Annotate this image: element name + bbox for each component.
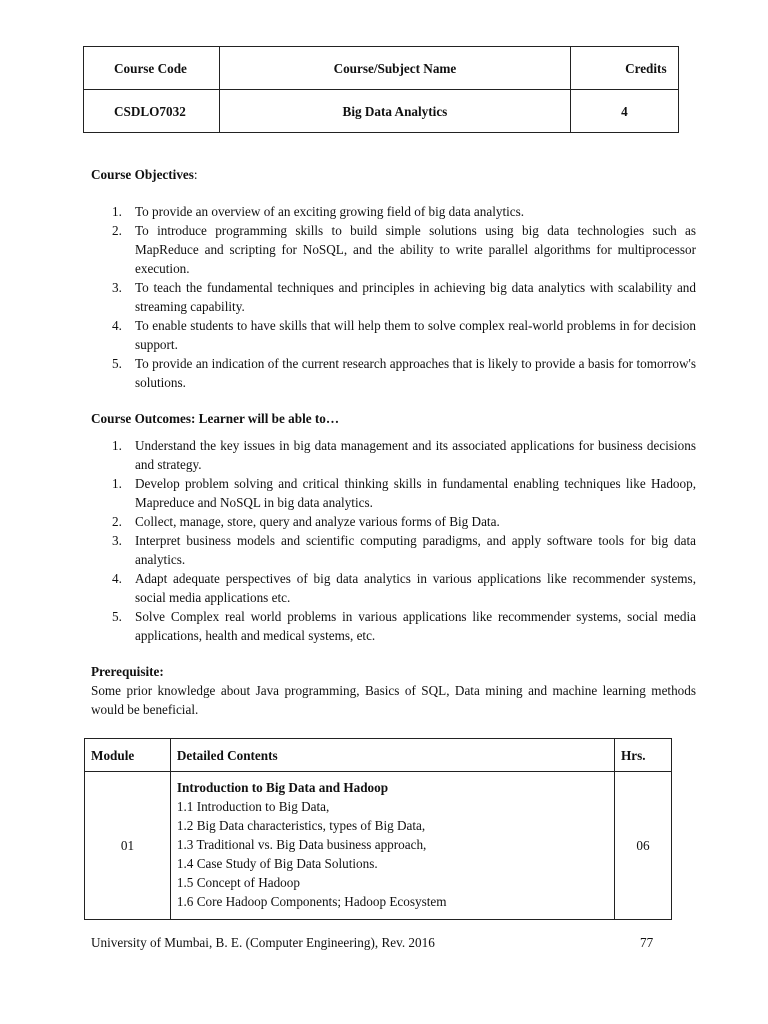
objective-item-text: To enable students to have skills that will help them to solve complex real-world problems in for decision support. [135,318,696,352]
course-table-header-row [84,47,679,90]
outcome-item-text: Collect, manage, store, query and analyze various forms of Big Data. [135,514,500,529]
module-topic: 1.3 Traditional vs. Big Data business approach, [176,837,427,852]
course-outcomes-list [91,436,696,645]
objective-item [91,221,696,278]
course-objectives-colon: : [193,167,198,182]
credits-header: Credits [571,47,679,90]
outcome-item [91,531,696,569]
course-objectives-list [91,202,696,392]
outcome-item-number: 1. [112,476,122,491]
outcome-item-number: 2. [112,514,122,529]
detailed-contents-header: Detailed Contents [170,739,614,772]
outcome-item-number: 4. [112,571,122,586]
prerequisite-heading: Prerequisite: [91,664,164,679]
objective-item-number: 1. [112,204,122,219]
course-table-row [84,90,679,133]
objective-item-text: To provide an overview of an exciting growing field of big data analytics. [135,204,525,219]
credits-value: 4 [571,90,679,133]
module-hours: 06 [615,772,672,920]
course-outcomes-heading: Course Outcomes: Learner will be able to… [91,411,340,426]
objective-item-number: 3. [112,280,122,295]
prerequisite-text: Some prior knowledge about Java programming, Basics of SQL, Data mining and machine learning methods would be beneficial. [91,683,696,717]
module-table-body [85,772,672,920]
outcome-item [91,436,696,474]
outcome-item-text: Develop problem solving and critical thinking skills in fundamental enabling techniques like Hadoop, Mapreduce and NoSQL in big data analytics. [135,476,696,510]
outcome-item [91,474,696,512]
outcome-item-text: Solve Complex real world problems in various applications like recommender systems, social media applications, health and medical systems, etc. [135,609,696,643]
outcome-item-number: 3. [112,533,122,548]
module-topic: 1.4 Case Study of Big Data Solutions. [176,856,378,871]
module-topic: 1.2 Big Data characteristics, types of Big Data, [176,818,426,833]
course-code-header: Course Code [84,47,220,90]
course-name-header: Course/Subject Name [219,47,570,90]
outcome-item-number: 5. [112,609,122,624]
module-header: Module [85,739,171,772]
module-number: 01 [85,772,171,920]
objective-item [91,354,696,392]
objective-item-number: 4. [112,318,122,333]
module-heading: Introduction to Big Data and Hadoop [176,780,389,795]
module-table [84,738,672,920]
objective-item [91,202,696,221]
objective-item [91,316,696,354]
outcome-item [91,512,696,531]
objective-item-text: To provide an indication of the current research approaches that is likely to provide a basis for tomorrow's solutions. [135,356,696,390]
outcome-item [91,607,696,645]
objective-item-number: 2. [112,223,122,238]
objective-item [91,278,696,316]
course-objectives-heading [91,165,198,184]
module-topic: 1.5 Concept of Hadoop [176,875,300,890]
course-objectives-title: Course Objectives [91,167,194,182]
footer-page-number: 77 [640,935,654,950]
outcome-item-text: Interpret business models and scientific computing paradigms, and apply software tools for big data analytics. [135,533,696,567]
module-table-header-row [85,739,672,772]
outcome-item-text: Adapt adequate perspectives of big data analytics in various applications like recommender systems, social media applications etc. [135,571,696,605]
objective-item-number: 5. [112,356,122,371]
module-topic: 1.6 Core Hadoop Components; Hadoop Ecosystem [176,894,447,909]
outcome-item [91,569,696,607]
course-info-table [83,46,679,133]
hours-header: Hrs. [615,739,672,772]
objective-item-text: To teach the fundamental techniques and principles in achieving big data analytics with scalability and streaming capability. [135,280,696,314]
objective-item-text: To introduce programming skills to build simple solutions using big data technologies such as MapReduce and scripting for NoSQL, and the ability to write parallel algorithms for multiprocessor execution. [135,223,696,276]
outcome-item-text: Understand the key issues in big data management and its associated applications for business decisions and strategy. [135,438,696,472]
course-name-value: Big Data Analytics [219,90,570,133]
module-contents [170,772,614,920]
footer-university: University of Mumbai, B. E. (Computer Engineering), Rev. 2016 [91,935,435,950]
outcome-item-number: 1. [112,438,122,453]
module-row [85,772,672,920]
module-topic: 1.1 Introduction to Big Data, [176,799,330,814]
course-code-value: CSDLO7032 [84,90,220,133]
